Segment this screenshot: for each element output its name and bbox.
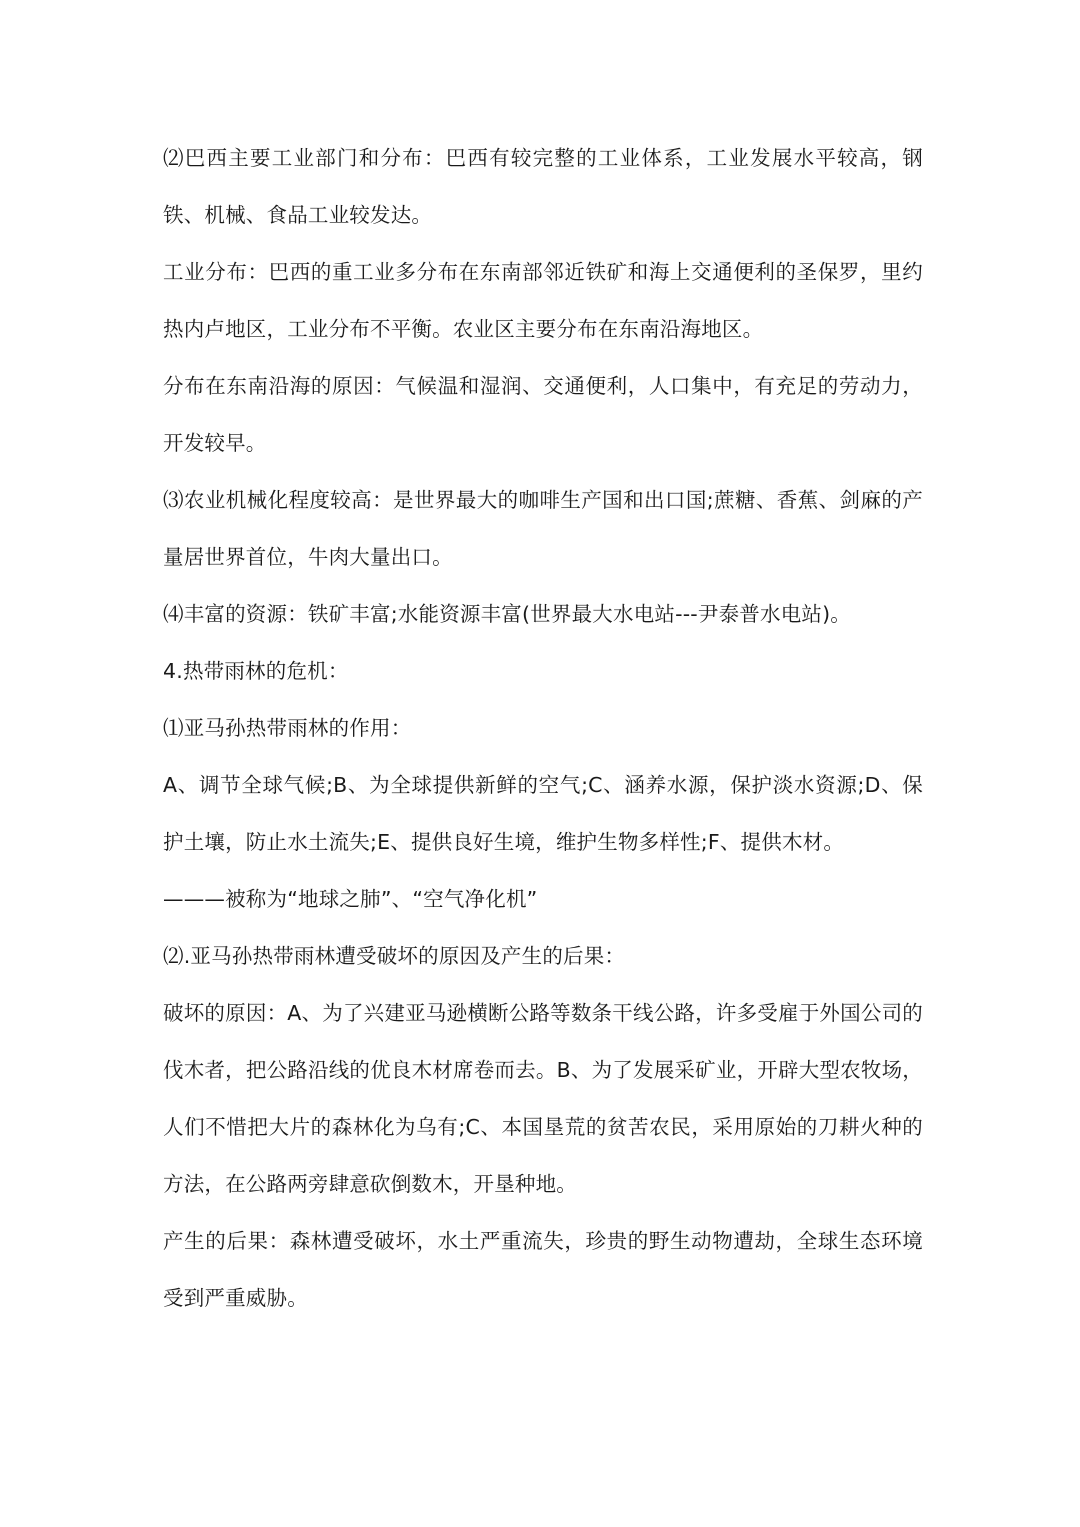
paragraph-earth-lung: ———被称为“地球之肺”、“空气净化机” — [163, 887, 538, 911]
paragraph-resources: ⑷丰富的资源：铁矿丰富;水能资源丰富(世界最大水电站---尹泰普水电站)。 — [163, 602, 851, 626]
subheading-rainforest-role: ⑴亚马孙热带雨林的作用： — [163, 716, 412, 740]
paragraph-destruction-causes: 破坏的原因：A、为了兴建亚马逊横断公路等数条干线公路，许多受雇于外国公司的伐木者，把公路沿线的优良木材席卷而去。B、为了发展采矿业，开辟大型农牧场，人们不惜把大片的森林化为乌有;C、本国垦荒的贫苦农民，采用原始的刀耕火种的方法，在公路两旁肆意砍倒数木，开垦种地。 — [163, 1001, 923, 1196]
document-body — [163, 130, 923, 1327]
paragraph-rainforest-functions: A、调节全球气候;B、为全球提供新鲜的空气;C、涵养水源，保护淡水资源;D、保护土壤，防止水土流失;E、提供良好生境，维护生物多样性;F、提供木材。 — [163, 773, 923, 854]
paragraph-agriculture: ⑶农业机械化程度较高：是世界最大的咖啡生产国和出口国;蔗糖、香蕉、剑麻的产量居世界首位，牛肉大量出口。 — [163, 488, 923, 569]
paragraph-industry-distribution: 工业分布：巴西的重工业多分布在东南部邻近铁矿和海上交通便利的圣保罗，里约热内卢地区，工业分布不平衡。农业区主要分布在东南沿海地区。 — [163, 260, 923, 341]
paragraph-coastal-reasons: 分布在东南沿海的原因：气候温和湿润、交通便利，人口集中，有充足的劳动力，开发较早。 — [163, 374, 923, 455]
subheading-destruction: ⑵.亚马孙热带雨林遭受破坏的原因及产生的后果： — [163, 944, 626, 968]
heading-rainforest-crisis: 4.热带雨林的危机： — [163, 659, 349, 683]
paragraph-consequences: 产生的后果：森林遭受破坏，水土严重流失，珍贵的野生动物遭劫，全球生态环境受到严重威胁。 — [163, 1229, 923, 1310]
paragraph-brazil-industry: ⑵巴西主要工业部门和分布：巴西有较完整的工业体系，工业发展水平较高，钢铁、机械、食品工业较发达。 — [163, 146, 923, 227]
